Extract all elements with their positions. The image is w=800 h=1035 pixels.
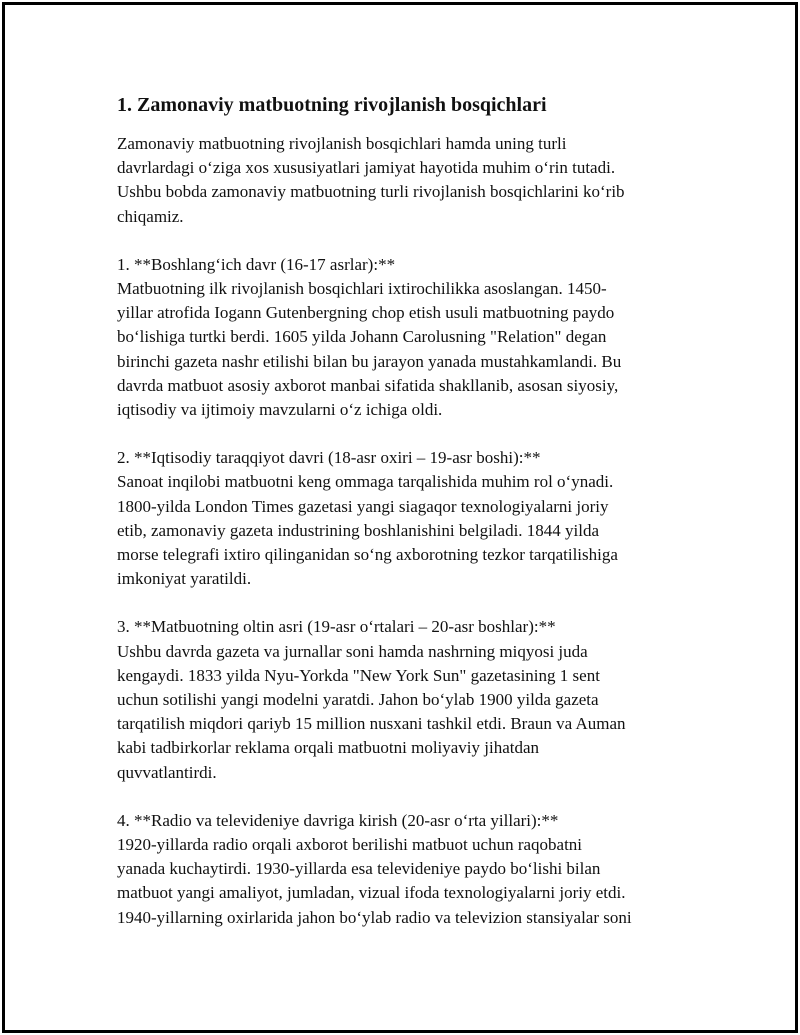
section-4 xyxy=(117,809,677,930)
section-3 xyxy=(117,615,677,784)
intro-paragraph: Zamonaviy matbuotning rivojlanish bosqichlari hamda uning turli davrlardagi o‘ziga xos xususiyatlari jamiyat hayotida muhim o‘rin tutadi. Ushbu bobda zamonaviy matbuotning turli rivojlanish bosqichlarini ko‘rib chiqamiz. xyxy=(117,134,625,226)
section-1 xyxy=(117,253,677,422)
section-body: Sanoat inqilobi matbuotni keng ommaga tarqalishida muhim rol o‘ynadi. 1800-yilda London Times gazetasi yangi siagaqor texnologiyalarni joriy etib, zamonaviy gazeta industrining boshlanishini belgiladi. 1844 yilda morse telegrafi ixtiro qilinganidan so‘ng axborotning tezkor tarqatilishiga imkoniyat yaratildi. xyxy=(117,472,618,589)
document-content xyxy=(117,91,677,954)
section-heading: 2. **Iqtisodiy taraqqiyot davri (18-asr oxiri – 19-asr boshi):** xyxy=(117,448,541,468)
section-heading: 3. **Matbuotning oltin asri (19-asr o‘rtalari – 20-asr boshlar):** xyxy=(117,617,556,637)
section-body: Ushbu davrda gazeta va jurnallar soni hamda nashrning miqyosi juda kengaydi. 1833 yilda Nyu-Yorkda "New York Sun" gazetasining 1 sent uchun sotilishi yangi modelni yaratdi. Jahon bo‘ylab 1900 yilda gazeta tarqatilish miqdori qariyb 15 million nusxani tashkil etdi. Braun va Auman kabi tadbirkorlar reklama orqali matbuotni moliyaviy jihatdan quvvatlantirdi. xyxy=(117,641,626,782)
section-body: 1920-yillarda radio orqali axborot berilishi matbuot uchun raqobatni yanada kuchaytirdi. 1930-yillarda esa televideniye paydo bo‘lishi bilan matbuot yangi amaliyot, jumladan, vizual ifoda texnologiyalarni joriy etdi. 1940-yillarning oxirlarida jahon bo‘ylab radio va televizion stansiyalar soni xyxy=(117,835,632,927)
section-heading: 4. **Radio va televideniye davriga kirish (20-asr o‘rta yillari):** xyxy=(117,810,559,830)
section-2 xyxy=(117,446,677,591)
section-heading: 1. **Boshlang‘ich davr (16-17 asrlar):** xyxy=(117,254,396,274)
section-body: Matbuotning ilk rivojlanish bosqichlari ixtirochilikka asoslangan. 1450- yillar atrofida Iogann Gutenbergning chop etish usuli matbuotning paydo bo‘lishiga turtki berdi. 1605 yilda Johann Carolusning "Relation" degan birinchi gazeta nashr etilishi bilan bu jarayon yanada mustahkamlandi. Bu davrda matbuot asosiy axborot manbai sifatida shakllanib, asosan siyosiy, iqtisodiy va ijtimoiy mavzularni o‘z ichiga oldi. xyxy=(117,279,622,420)
page-title: 1. Zamonaviy matbuotning rivojlanish bosqichlari xyxy=(117,94,547,116)
